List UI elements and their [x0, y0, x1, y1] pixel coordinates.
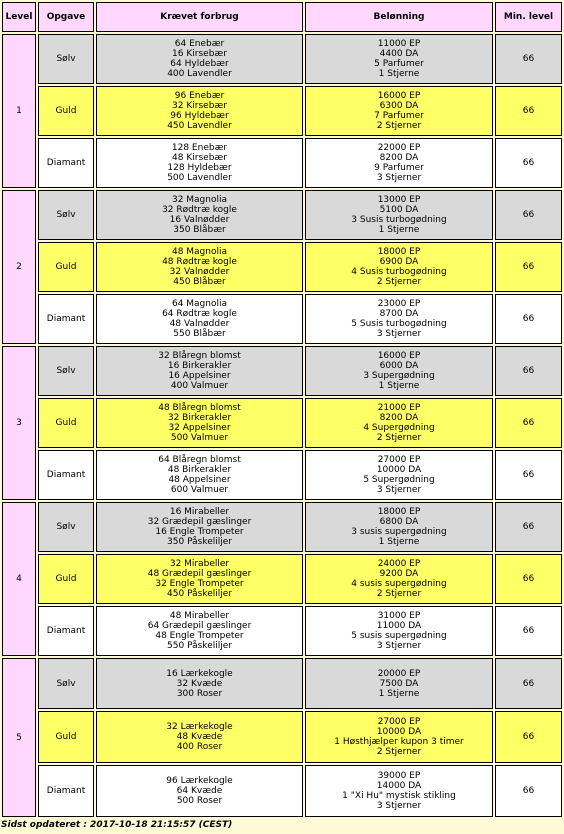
- required-line: 32 Grædepil gæslinger: [147, 517, 252, 527]
- required-line: 350 Påskeliljer: [167, 537, 232, 547]
- required-line: 400 Lavendler: [167, 69, 232, 79]
- required-line: 400 Valmuer: [170, 381, 229, 391]
- min-level-cell: 66: [495, 606, 562, 656]
- required-line: 32 Blåregn blomst: [158, 351, 241, 361]
- required-cell: [96, 554, 303, 604]
- reward-line: 13000 EP: [377, 195, 421, 205]
- reward-line: 1 "Xi Hu" mystisk stikling: [342, 791, 456, 801]
- min-level-cell: 66: [495, 294, 562, 344]
- table-row: [2, 450, 562, 500]
- reward-line: 23000 EP: [377, 299, 421, 309]
- reward-line: 31000 EP: [377, 611, 421, 621]
- table-row: [2, 138, 562, 188]
- required-cell: [96, 34, 303, 84]
- last-updated-footer: Sidst opdateret : 2017-10-18 21:15:57 (CEST): [1, 820, 233, 830]
- reward-cell: [305, 450, 493, 500]
- required-cell: [96, 450, 303, 500]
- reward-line: 4 Susis turbogødning: [351, 267, 447, 277]
- required-cell: [96, 242, 303, 292]
- task-cell: Guld: [38, 711, 94, 763]
- reward-line: 7500 DA: [379, 678, 419, 689]
- reward-cell: [305, 294, 493, 344]
- required-line: 64 Kvæde: [176, 786, 223, 796]
- required-cell: [96, 346, 303, 396]
- table-row: [2, 346, 562, 396]
- reward-line: 16000 EP: [377, 91, 421, 101]
- required-line: 450 Blåbær: [173, 277, 226, 287]
- reward-line: 6800 DA: [379, 517, 419, 527]
- reward-line: 2 Stjerner: [376, 747, 422, 757]
- required-line: 32 Appelsiner: [168, 423, 231, 433]
- required-line: 48 Birkerakler: [167, 465, 232, 475]
- required-line: 48 Blåregn blomst: [158, 403, 241, 413]
- required-line: 32 Magnolia: [171, 195, 228, 205]
- required-line: 48 Magnolia: [171, 247, 228, 257]
- reward-line: 3 Stjerner: [376, 329, 422, 339]
- required-cell: [96, 658, 303, 709]
- task-cell: Sølv: [38, 34, 94, 84]
- min-level-cell: 66: [495, 398, 562, 448]
- reward-line: 1 Høsthjælper kupon 3 timer: [334, 737, 464, 747]
- table-row: [2, 711, 562, 763]
- task-cell: Diamant: [38, 450, 94, 500]
- required-cell: [96, 86, 303, 136]
- required-line: 32 Engle Trompeter: [155, 579, 244, 589]
- table-row: [2, 294, 562, 344]
- header-min-level: Min. level: [495, 2, 562, 32]
- required-line: 32 Kirsebær: [172, 101, 227, 111]
- required-line: 96 Lærkekogle: [166, 776, 233, 786]
- reward-line: 11000 DA: [376, 621, 422, 631]
- required-line: 32 Mirabeller: [169, 559, 230, 569]
- reward-cell: [305, 554, 493, 604]
- reward-line: 24000 EP: [377, 559, 421, 569]
- reward-cell: [305, 86, 493, 136]
- task-cell: Diamant: [38, 294, 94, 344]
- table-row: [2, 190, 562, 240]
- reward-cell: [305, 658, 493, 709]
- required-line: 550 Blåbær: [173, 329, 226, 339]
- required-line: 64 Grædepil gæslinger: [147, 621, 252, 631]
- task-cell: Guld: [38, 398, 94, 448]
- required-cell: [96, 190, 303, 240]
- reward-line: 3 Stjerner: [376, 173, 422, 183]
- reward-line: 20000 EP: [377, 668, 421, 679]
- reward-line: 7 Parfumer: [374, 111, 424, 121]
- header-row: [2, 2, 562, 32]
- table-row: [2, 765, 562, 817]
- required-line: 32 Valnødder: [169, 267, 230, 277]
- reward-line: 10000 DA: [376, 727, 422, 737]
- required-line: 48 Mirabeller: [169, 611, 230, 621]
- level-cell: 1: [2, 34, 36, 188]
- table-row: [2, 34, 562, 84]
- required-line: 500 Lavendler: [167, 173, 232, 183]
- required-line: 300 Roser: [176, 688, 223, 699]
- reward-cell: [305, 190, 493, 240]
- reward-cell: [305, 711, 493, 763]
- required-cell: [96, 294, 303, 344]
- required-line: 64 Hyldebær: [170, 59, 229, 69]
- reward-line: 3 Susis turbogødning: [351, 215, 447, 225]
- reward-line: 1 Stjerne: [378, 537, 420, 547]
- reward-line: 1 Stjerne: [378, 225, 420, 235]
- level-cell: 5: [2, 658, 36, 817]
- reward-line: 3 Stjerner: [376, 485, 422, 495]
- required-line: 48 Appelsiner: [168, 475, 231, 485]
- min-level-cell: 66: [495, 190, 562, 240]
- required-line: 500 Roser: [176, 796, 223, 806]
- min-level-cell: 66: [495, 658, 562, 709]
- reward-cell: [305, 138, 493, 188]
- required-line: 32 Rødtræ kogle: [162, 205, 237, 215]
- reward-line: 18000 EP: [377, 507, 421, 517]
- required-line: 128 Hyldebær: [167, 163, 232, 173]
- reward-line: 2 Stjerner: [376, 277, 422, 287]
- reward-line: 22000 EP: [377, 143, 421, 153]
- reward-line: 27000 EP: [377, 455, 421, 465]
- reward-line: 9200 DA: [379, 569, 419, 579]
- min-level-cell: 66: [495, 765, 562, 817]
- min-level-cell: 66: [495, 450, 562, 500]
- table-row: [2, 658, 562, 709]
- reward-line: 3 Stjerner: [376, 641, 422, 651]
- required-line: 48 Valnødder: [169, 319, 230, 329]
- required-cell: [96, 711, 303, 763]
- required-line: 64 Blåregn blomst: [158, 455, 241, 465]
- reward-line: 5 Parfumer: [374, 59, 424, 69]
- reward-line: 3 Supergødning: [363, 371, 435, 381]
- reward-cell: [305, 242, 493, 292]
- task-cell: Sølv: [38, 346, 94, 396]
- reward-cell: [305, 502, 493, 552]
- reward-line: 14000 DA: [376, 781, 422, 791]
- required-line: 48 Kvæde: [176, 732, 223, 742]
- table-row: [2, 86, 562, 136]
- min-level-cell: 66: [495, 502, 562, 552]
- required-line: 48 Engle Trompeter: [155, 631, 244, 641]
- reward-line: 4 susis supergødning: [351, 579, 447, 589]
- reward-line: 1 Stjerne: [378, 688, 420, 699]
- required-line: 32 Lærkekogle: [166, 722, 233, 732]
- reward-line: 5100 DA: [379, 205, 419, 215]
- required-line: 550 Påskeliljer: [167, 641, 232, 651]
- required-line: 48 Grædepil gæslinger: [147, 569, 252, 579]
- required-line: 96 Enebær: [174, 91, 225, 101]
- reward-line: 21000 EP: [377, 403, 421, 413]
- reward-line: 4400 DA: [379, 49, 419, 59]
- header-task: Opgave: [38, 2, 94, 32]
- reward-line: 5 susis supergødning: [351, 631, 447, 641]
- task-cell: Guld: [38, 554, 94, 604]
- reward-line: 8700 DA: [379, 309, 419, 319]
- required-cell: [96, 606, 303, 656]
- header-required: Krævet forbrug: [96, 2, 303, 32]
- reward-cell: [305, 346, 493, 396]
- reward-line: 2 Stjerner: [376, 121, 422, 131]
- required-line: 16 Valnødder: [169, 215, 230, 225]
- reward-line: 4 Supergødning: [363, 423, 435, 433]
- reward-line: 27000 EP: [377, 717, 421, 727]
- required-line: 16 Birkerakler: [167, 361, 232, 371]
- min-level-cell: 66: [495, 34, 562, 84]
- required-line: 450 Lavendler: [167, 121, 232, 131]
- min-level-cell: 66: [495, 86, 562, 136]
- reward-cell: [305, 765, 493, 817]
- required-line: 16 Kirsebær: [172, 49, 227, 59]
- required-line: 16 Mirabeller: [169, 507, 230, 517]
- required-line: 350 Blåbær: [173, 225, 226, 235]
- min-level-cell: 66: [495, 346, 562, 396]
- task-cell: Sølv: [38, 190, 94, 240]
- required-line: 16 Lærkekogle: [166, 668, 233, 679]
- level-cell: 3: [2, 346, 36, 500]
- header-level: Level: [2, 2, 36, 32]
- reward-cell: [305, 606, 493, 656]
- table-row: [2, 554, 562, 604]
- table-row: [2, 606, 562, 656]
- level-cell: 4: [2, 502, 36, 656]
- reward-line: 18000 EP: [377, 247, 421, 257]
- reward-line: 2 Stjerner: [376, 589, 422, 599]
- table-row: [2, 242, 562, 292]
- required-cell: [96, 765, 303, 817]
- required-line: 450 Påskeliljer: [167, 589, 232, 599]
- reward-line: 1 Stjerne: [378, 69, 420, 79]
- level-cell: 2: [2, 190, 36, 344]
- required-line: 600 Valmuer: [170, 485, 229, 495]
- reward-line: 3 susis supergødning: [351, 527, 447, 537]
- reward-line: 8200 DA: [379, 153, 419, 163]
- task-cell: Guld: [38, 86, 94, 136]
- task-cell: Sølv: [38, 658, 94, 709]
- task-cell: Sølv: [38, 502, 94, 552]
- min-level-cell: 66: [495, 138, 562, 188]
- required-line: 48 Rødtræ kogle: [162, 257, 237, 267]
- required-line: 500 Valmuer: [170, 433, 229, 443]
- required-line: 64 Magnolia: [171, 299, 228, 309]
- header-reward: Belønning: [305, 2, 493, 32]
- task-cell: Diamant: [38, 765, 94, 817]
- reward-line: 9 Parfumer: [374, 163, 424, 173]
- reward-line: 8200 DA: [379, 413, 419, 423]
- reward-line: 5 Supergødning: [363, 475, 435, 485]
- reward-line: 6000 DA: [379, 361, 419, 371]
- reward-cell: [305, 398, 493, 448]
- task-cell: Guld: [38, 242, 94, 292]
- required-cell: [96, 398, 303, 448]
- table-row: [2, 398, 562, 448]
- required-line: 32 Kvæde: [176, 678, 223, 689]
- reward-line: 6900 DA: [379, 257, 419, 267]
- required-line: 128 Enebær: [171, 143, 228, 153]
- required-cell: [96, 138, 303, 188]
- reward-line: 10000 DA: [376, 465, 422, 475]
- reward-line: 11000 EP: [377, 39, 421, 49]
- reward-line: 5 Susis turbogødning: [351, 319, 447, 329]
- required-line: 48 Kirsebær: [172, 153, 227, 163]
- reward-cell: [305, 34, 493, 84]
- required-line: 16 Appelsiner: [168, 371, 231, 381]
- table-row: [2, 502, 562, 552]
- reward-line: 3 Stjerner: [376, 801, 422, 811]
- min-level-cell: 66: [495, 242, 562, 292]
- reward-line: 6300 DA: [379, 101, 419, 111]
- required-line: 64 Rødtræ kogle: [162, 309, 237, 319]
- required-line: 16 Engle Trompeter: [155, 527, 244, 537]
- task-cell: Diamant: [38, 138, 94, 188]
- reward-line: 1 Stjerne: [378, 381, 420, 391]
- task-cell: Diamant: [38, 606, 94, 656]
- required-line: 96 Hyldebær: [170, 111, 229, 121]
- required-cell: [96, 502, 303, 552]
- min-level-cell: 66: [495, 711, 562, 763]
- reward-line: 16000 EP: [377, 351, 421, 361]
- reward-line: 39000 EP: [377, 771, 421, 781]
- reward-line: 2 Stjerner: [376, 433, 422, 443]
- table-body: [2, 34, 562, 817]
- required-line: 32 Birkerakler: [167, 413, 232, 423]
- required-line: 64 Enebær: [174, 39, 225, 49]
- required-line: 400 Roser: [176, 742, 223, 752]
- min-level-cell: 66: [495, 554, 562, 604]
